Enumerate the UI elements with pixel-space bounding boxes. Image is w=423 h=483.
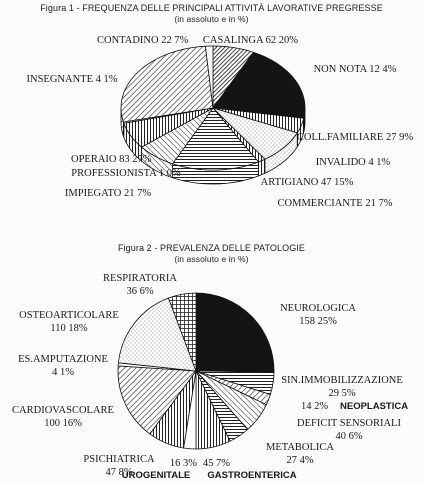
chart-2-label-es-amputazione-2: 4 1% [52, 367, 74, 378]
chart-1-occupations [27, 35, 414, 209]
chart-2-label-deficit-sensoriali-2: 40 6% [335, 431, 363, 442]
chart-1-label-coll-familiare: COLL.FAMILIARE 27 9% [296, 132, 414, 143]
chart-2-pathologies [12, 273, 408, 481]
chart-2-label-metabolica-1: METABOLICA [266, 442, 334, 453]
chart-1-label-invalido: INVALIDO 4 1% [315, 157, 391, 168]
chart-1-label-insegnante: INSEGNANTE 4 1% [26, 74, 118, 85]
chart-2-label-neoplastica-2: NEOPLASTICA [340, 401, 409, 412]
chart-2-label-sin-immobilizzazione-2: 29 5% [328, 388, 356, 399]
chart-2-label-cardiovascolare-1: CARDIOVASCOLARE [12, 405, 114, 416]
figure-1-subtitle: (in assoluto e in %) [174, 14, 249, 24]
chart-2-label-gastroenterica-1: 45 7% [202, 458, 230, 469]
figure-2-title: Figura 2 - PREVALENZA DELLE PATOLOGIE [117, 243, 306, 253]
chart-2-label-sin-immobilizzazione-1: SIN.IMMOBILIZZAZIONE [281, 375, 403, 386]
chart-1-label-impiegato: IMPIEGATO 21 7% [64, 188, 152, 199]
chart-2-label-es-amputazione-1: ES.AMPUTAZIONE [18, 354, 108, 365]
chart-2-label-urogenitale-1: 16 3% [169, 458, 197, 469]
chart-1-label-professionista: PROFESSIONISTA 1 0% [71, 168, 181, 179]
chart-2-label-osteoarticolare-1: OSTEOARTICOLARE [19, 310, 119, 321]
chart-2-label-psichiatrica-1: PSICHIATRICA [83, 454, 155, 465]
chart-2-label-urogenitale-2: UROGENITALE [121, 470, 191, 481]
chart-2-slice-neurologica [196, 293, 274, 372]
chart-1-label-non-nota: NON NOTA 12 4% [313, 64, 397, 75]
chart-2-label-respiratoria-1: RESPIRATORIA [103, 273, 177, 284]
chart-1-label-commerciante: COMMERCIANTE 21 7% [277, 198, 393, 209]
chart-2-label-neurologica-2: 158 25% [299, 316, 337, 327]
chart-2-label-deficit-sensoriali-1: DEFICIT SENSORIALI [297, 418, 401, 429]
chart-2-label-neurologica-1: NEUROLOGICA [280, 303, 356, 314]
figure-1-title: Figura 1 - FREQUENZA DELLE PRINCIPALI ATTIVITÀ LAVORATIVE PREGRESSE [40, 3, 383, 13]
chart-2-label-gastroenterica-2: GASTROENTERICA [207, 470, 297, 481]
chart-2-label-neoplastica-1: 14 2% [301, 401, 329, 412]
chart-1-label-artigiano: ARTIGIANO 47 15% [260, 177, 354, 188]
chart-1-label-contadino: CONTADINO 22 7% [97, 35, 189, 46]
chart-2-label-psichiatrica-2: 47 8% [105, 467, 133, 478]
chart-2-label-respiratoria-2: 36 6% [126, 286, 154, 297]
chart-2-label-osteoarticolare-2: 110 18% [50, 323, 88, 334]
chart-1-label-operaio: OPERAIO 83 27% [71, 154, 152, 165]
chart-1-label-casalinga: CASALINGA 62 20% [202, 35, 298, 46]
chart-2-label-cardiovascolare-2: 100 16% [44, 418, 82, 429]
figure-2-subtitle: (in assoluto e in %) [174, 254, 249, 264]
chart-2-label-metabolica-2: 27 4% [286, 455, 314, 466]
